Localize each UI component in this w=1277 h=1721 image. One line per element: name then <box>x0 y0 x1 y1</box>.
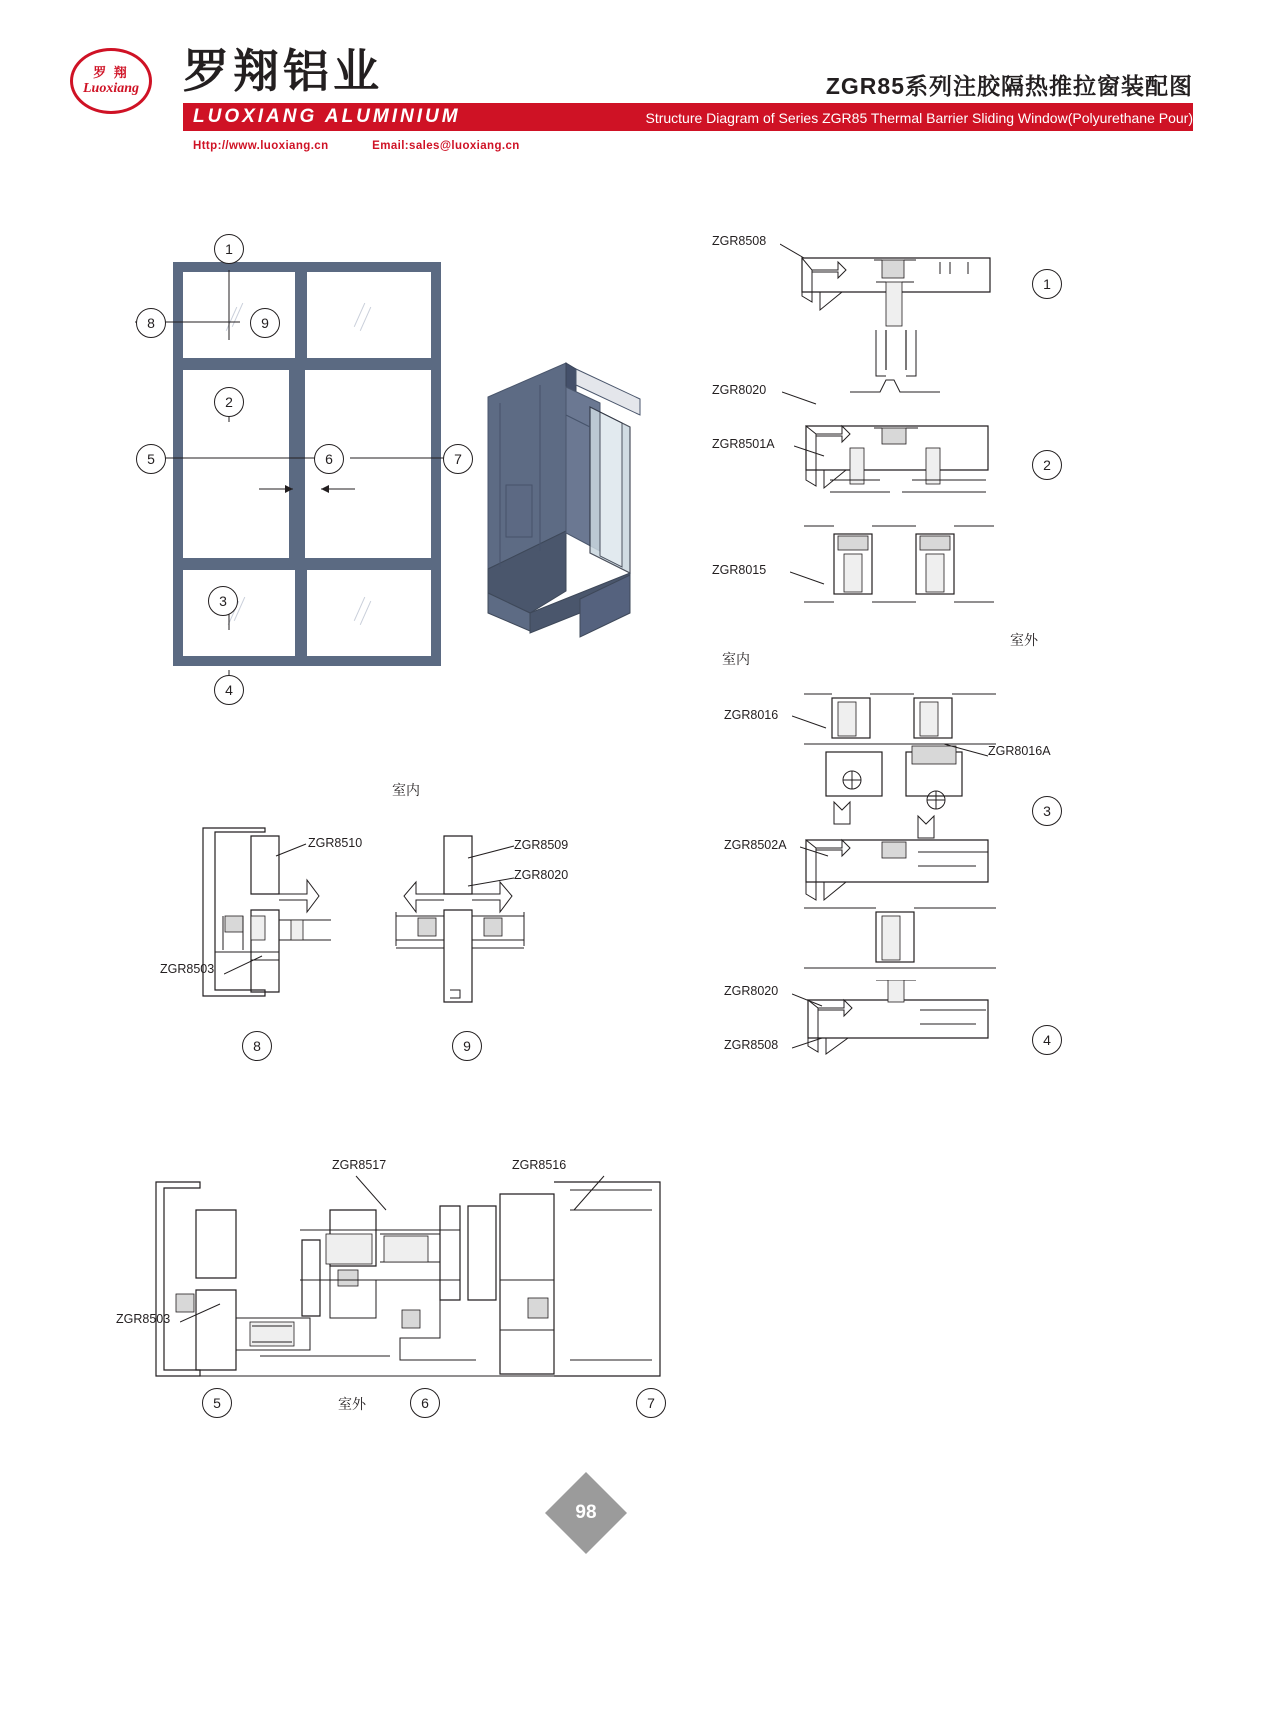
detail-2-leader-b <box>794 444 830 460</box>
detail-callout-9[interactable]: 9 <box>452 1031 482 1061</box>
elevation-callout-6[interactable]: 6 <box>314 444 344 474</box>
logo-seal-top-text: 罗 翔 <box>93 64 129 80</box>
detail-1-section <box>790 240 1020 330</box>
interior-label-right: 室内 <box>722 651 750 667</box>
detail-callout-3[interactable]: 3 <box>1032 796 1062 826</box>
detail-2-leader-c <box>790 570 830 590</box>
detail-4-label-zgr8020: ZGR8020 <box>724 984 779 998</box>
detail-3-label-zgr8016a: ZGR8016A <box>988 744 1051 758</box>
detail-2-label-zgr8015: ZGR8015 <box>712 563 767 577</box>
elevation-callout-2[interactable]: 2 <box>214 387 244 417</box>
detail-2-section <box>790 330 1020 660</box>
bottom-leader-c <box>180 1300 224 1328</box>
detail-3-leader-a <box>792 714 832 734</box>
contact-info <box>193 140 560 152</box>
detail-callout-1[interactable]: 1 <box>1032 269 1062 299</box>
corner-3d-render <box>480 355 660 655</box>
detail-2-label-zgr8020: ZGR8020 <box>712 383 767 397</box>
elevation-callout-8[interactable]: 8 <box>136 308 166 338</box>
email-text: Email:sales@luoxiang.cn <box>372 140 520 152</box>
elevation-callout-1[interactable]: 1 <box>214 234 244 264</box>
bottom-label-zgr8517: ZGR8517 <box>332 1158 387 1172</box>
logo-seal <box>70 48 152 114</box>
brand-name-english: LUOXIANG ALUMINIUM <box>193 106 461 127</box>
detail-1-leader <box>780 240 810 270</box>
detail-9-leader-b <box>466 876 516 892</box>
exterior-label-right: 室外 <box>1010 632 1038 648</box>
detail-1-label-zgr8508: ZGR8508 <box>712 234 767 248</box>
brand-name-chinese: 罗翔铝业 <box>183 45 383 97</box>
bottom-callout-7[interactable]: 7 <box>636 1388 666 1418</box>
detail-9-leader-a <box>466 842 516 864</box>
interior-label-mid: 室内 <box>392 782 420 798</box>
detail-callout-2[interactable]: 2 <box>1032 450 1062 480</box>
page-title-chinese: ZGR85系列注胶隔热推拉窗装配图 <box>825 73 1193 99</box>
elevation-callout-9[interactable]: 9 <box>250 308 280 338</box>
elevation-leader-lines <box>110 230 480 700</box>
bottom-callout-6[interactable]: 6 <box>410 1388 440 1418</box>
detail-2-leader-a <box>782 388 822 412</box>
page-header <box>0 0 1277 175</box>
bottom-leader-a <box>352 1174 392 1214</box>
detail-3-label-zgr8502a: ZGR8502A <box>724 838 787 852</box>
website-text: Http://www.luoxiang.cn <box>193 140 329 152</box>
elevation-callout-7[interactable]: 7 <box>443 444 473 474</box>
elevation-callout-5[interactable]: 5 <box>136 444 166 474</box>
detail-3-label-zgr8016: ZGR8016 <box>724 708 779 722</box>
detail-4-leader-a <box>792 992 828 1012</box>
detail-2-label-zgr8501a: ZGR8501A <box>712 437 775 451</box>
bottom-section-detail <box>140 1170 730 1390</box>
bottom-callout-5[interactable]: 5 <box>202 1388 232 1418</box>
bottom-label-zgr8516: ZGR8516 <box>512 1158 567 1172</box>
page-number: 98 <box>575 1502 597 1523</box>
detail-4-label-zgr8508: ZGR8508 <box>724 1038 779 1052</box>
detail-9-label-zgr8020: ZGR8020 <box>514 868 569 882</box>
detail-8-label-zgr8503: ZGR8503 <box>160 962 215 976</box>
bottom-label-zgr8503: ZGR8503 <box>116 1312 171 1326</box>
detail-4-leader-b <box>792 1036 828 1056</box>
detail-3-leader-c <box>800 845 834 861</box>
bottom-leader-b <box>570 1174 610 1214</box>
exterior-label-bottom: 室外 <box>338 1396 366 1412</box>
elevation-callout-3[interactable]: 3 <box>208 586 238 616</box>
detail-8-label-zgr8510: ZGR8510 <box>308 836 363 850</box>
detail-3-leader-b <box>940 740 990 764</box>
elevation-callout-4[interactable]: 4 <box>214 675 244 705</box>
detail-8-leader-b <box>224 952 264 980</box>
detail-callout-4[interactable]: 4 <box>1032 1025 1062 1055</box>
detail-callout-8[interactable]: 8 <box>242 1031 272 1061</box>
logo-seal-bottom-text: Luoxiang <box>82 80 139 96</box>
detail-9-label-zgr8509: ZGR8509 <box>514 838 569 852</box>
detail-8-leader-a <box>274 840 310 860</box>
page-title-english: Structure Diagram of Series ZGR85 Thermal Barrier Sliding Window(Polyurethane Pour) <box>645 110 1193 126</box>
